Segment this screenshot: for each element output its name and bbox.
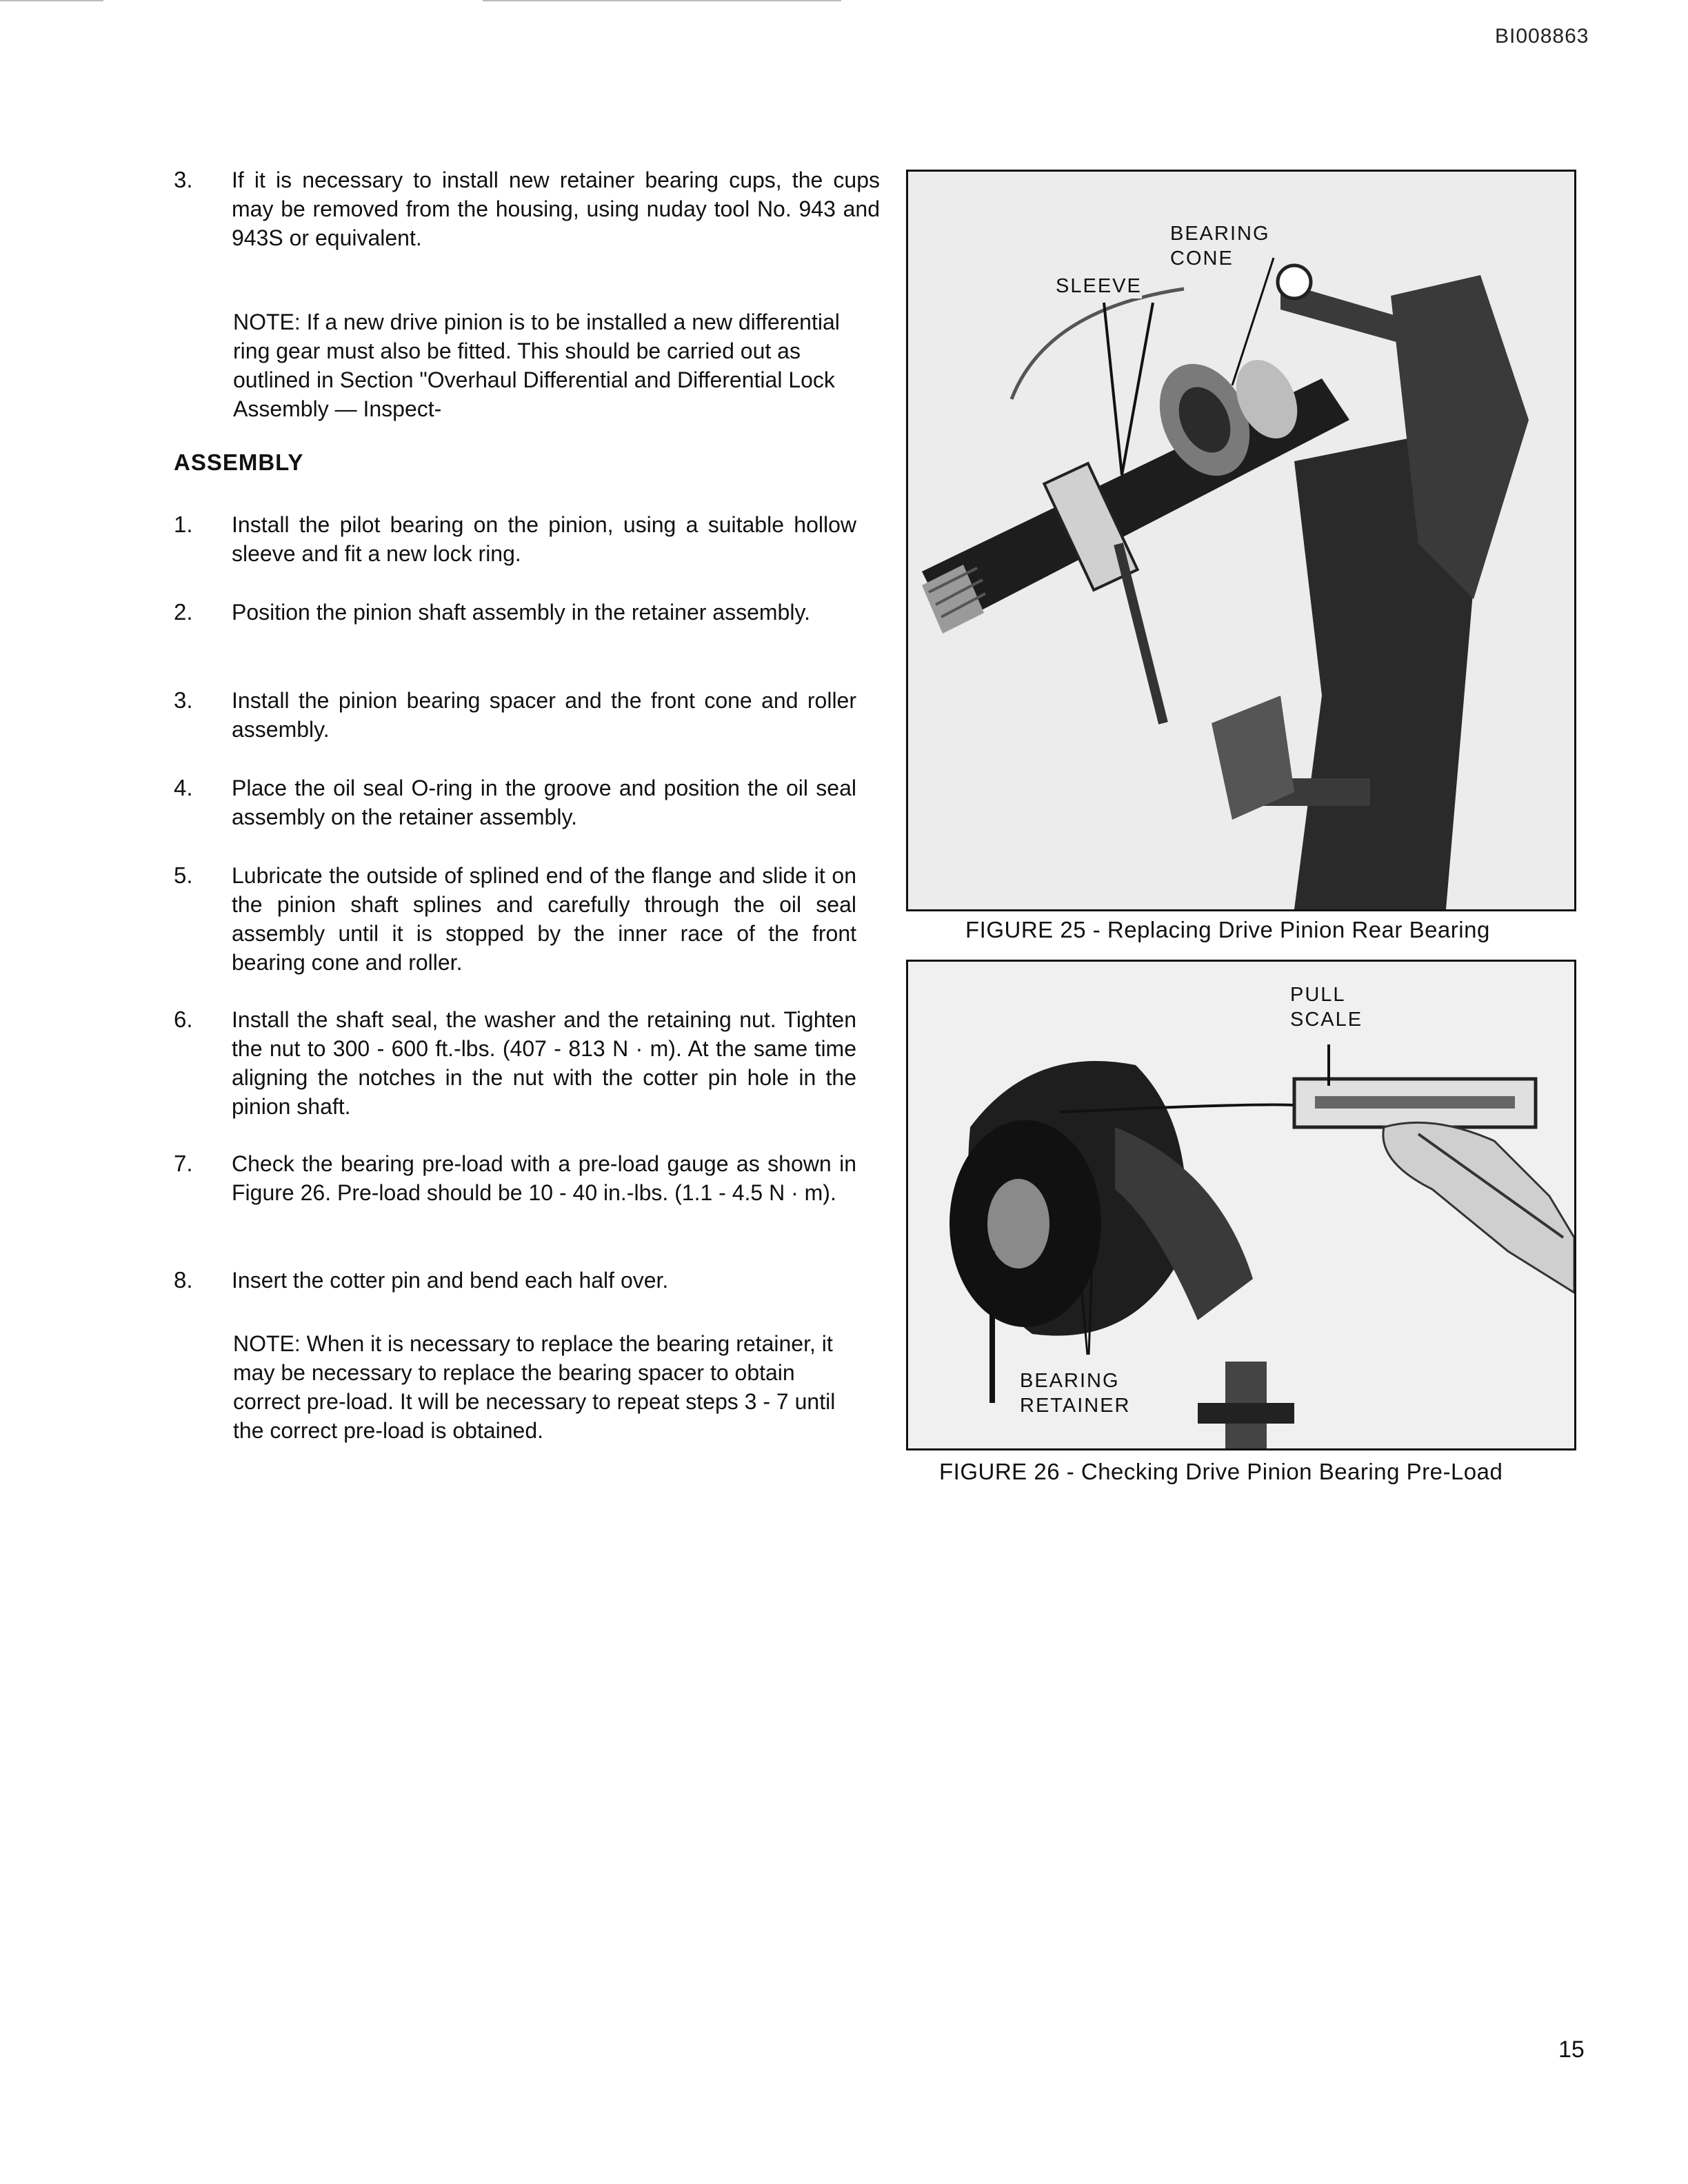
step-number: 4.	[174, 775, 193, 800]
step-number: 1.	[174, 512, 193, 537]
step-text: Check the bearing pre-load with a pre-load gauge as shown in Figure 26. Pre-load should be 10 - 40 in.-lbs. (1.1 - 4.5 N · m).	[232, 1151, 856, 1205]
label-bearing-retainer: BEARING RETAINER	[1020, 1370, 1131, 1417]
step-number: 3.	[174, 167, 193, 192]
step-number: 8.	[174, 1267, 193, 1293]
step-text: Place the oil seal O-ring in the groove and position the oil seal assembly on the retainer assembly.	[232, 776, 856, 829]
page-number: 15	[1558, 2036, 1585, 2063]
preload-check-illustration	[908, 962, 1574, 1448]
scan-edge-rule	[0, 0, 1688, 3]
step-number: 5.	[174, 862, 193, 888]
step-text: Install the pilot bearing on the pinion, using a suitable hollow sleeve and fit a new lock ring.	[232, 512, 856, 566]
step-text: If it is necessary to install new retainer bearing cups, the cups may be removed from the housing, using nuday tool No. 943 and 943S or equivalent.	[232, 168, 880, 250]
step-text: Lubricate the outside of splined end of the flange and slide it on the pinion shaft splines and carefully through the oil seal assembly until it is stopped by the inner race of the front bearing cone and roller.	[232, 863, 856, 975]
step-number: 3.	[174, 687, 193, 713]
step-number: 7.	[174, 1151, 193, 1176]
label-sleeve: SLEEVE	[1056, 275, 1142, 297]
step-text: Install the shaft seal, the washer and the retaining nut. Tighten the nut to 300 - 600 ft.-lbs. (407 - 813 N · m). At the same time aligning the notches in the nut with the cotter pin hole in the pinion shaft.	[232, 1007, 856, 1119]
step-number: 2.	[174, 599, 193, 625]
step-text: Install the pinion bearing spacer and the front cone and roller assembly.	[232, 688, 856, 742]
label-bearing-cone: BEARING CONE	[1170, 223, 1270, 270]
figure-25-photo	[906, 170, 1576, 911]
figure-26-caption: FIGURE 26 - Checking Drive Pinion Bearing Pre-Load	[939, 1459, 1503, 1484]
figure-25-caption: FIGURE 25 - Replacing Drive Pinion Rear Bearing	[965, 917, 1490, 942]
step-number: 6.	[174, 1007, 193, 1032]
assembly-heading: ASSEMBLY	[174, 449, 304, 475]
step-text: Position the pinion shaft assembly in the retainer assembly.	[232, 600, 810, 625]
figure-26-photo	[906, 960, 1576, 1450]
step-text: Insert the cotter pin and bend each half over.	[232, 1268, 669, 1293]
pinion-bearing-illustration	[908, 172, 1574, 909]
note-bearing-retainer: NOTE: When it is necessary to replace the bearing retainer, it may be necessary to replace the bearing spacer to obtain correct pre-load. It will be necessary to repeat steps 3 - 7 until the correct pre-load is obtained.	[233, 1331, 836, 1443]
document-id: BI008863	[1495, 25, 1589, 48]
note-ring-gear: NOTE: If a new drive pinion is to be installed a new differential ring gear must also be fitted. This should be carried out as outlined in Section "Overhaul Differential and Differential Lock Assembly — Inspect-	[233, 310, 840, 421]
label-pull-scale: PULL SCALE	[1290, 984, 1363, 1031]
